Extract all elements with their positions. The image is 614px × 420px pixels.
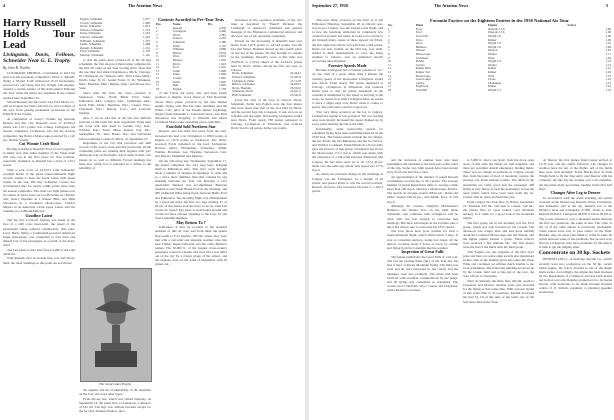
- table-cell: 6: [156, 43, 158, 48]
- table-cell: 5: [388, 41, 390, 46]
- paragraph: The tour plans to date have flown 3,266 of the total 4,840 mi.: [3, 247, 75, 256]
- right-column-3: [463, 158, 534, 418]
- table-cell: Davis, Schneider: [80, 24, 102, 29]
- table-cell: Monocoupe: [415, 52, 431, 57]
- table-cell: Monocoupe: [415, 73, 431, 78]
- table-cell: Livingston: [172, 29, 187, 34]
- table-cell: Stinson: [415, 48, 426, 53]
- paragraph: the engines and the workmanship of the airplanes on the Tour who lead other types.: [79, 388, 151, 397]
- article-headline-line2: Holds Tour Lead: [3, 29, 75, 52]
- table-cell: Bellow: [172, 50, 182, 55]
- formula-table-block: [387, 18, 612, 153]
- table-header-cell: Engine: [487, 23, 498, 28]
- right-page: [310, 0, 614, 420]
- table-cell: 2,456: [219, 25, 226, 30]
- paragraph: At Denver the first planes from Casper arrived at 12:35 p.m. and the others followed. The changes in position have the last of the flights. All of the fields here were well attended. Frank Hawks flew in from Wright field to fly the Tour entry over Denver with his company. On this leg the weather was a bit unsettled, but the pilots made good time, landing in the first half hour.: [539, 158, 612, 191]
- col2-paras-b: [79, 388, 151, 413]
- table-header-cell: Pos.: [156, 22, 162, 27]
- paragraph: Although the Cessna, Kingbird Holderman's Bellanca, the Kinner Star, on the light plane Schneider, who continues with Livingston, will be cited with one fast enough to overcome that handicap. But their advantages in the formula plus a tail-wind will be sure to overcome his 18.0 contest.: [387, 204, 458, 229]
- table-cell: 25,341.0: [290, 92, 301, 97]
- table-cell: 5: [156, 40, 158, 45]
- table-cell: Wasp & 2 J-6: [487, 30, 505, 35]
- table-cell: 1.23: [605, 73, 611, 78]
- table-cell: 1,970: [219, 58, 226, 63]
- table-cell: 3: [156, 32, 158, 37]
- table-cell: Wasp & 2 J-6: [487, 26, 505, 31]
- paragraph: At completion of today's 79-mile leg between Denver and this city, Russell's score of 42,593.4 points was 1,011 points over Johnny Livingston, his nearest competitor. Livingston, who has the slowest competitor, has flown a Monocoupe powered by a 110 h.p. Warner Scarab.: [3, 117, 75, 142]
- table-cell: Warner: [487, 62, 497, 67]
- article-column-3: [155, 18, 227, 418]
- paragraph: From Calgary the Tour flew on Friday, September 19. Sheridan 225 mi., and then to Casper, 140 mi., the planes flew in open country over Montana territory in a climb for a good look at the mountain ranges.: [463, 199, 534, 220]
- table-cell: 1.04: [605, 55, 611, 60]
- table-cell: 16: [388, 80, 392, 85]
- rcol2-paras-b: [387, 255, 458, 292]
- table-cell: Pander: [415, 59, 425, 64]
- table-cell: 1.17: [605, 52, 611, 57]
- table-cell: 27,112.8: [290, 78, 301, 83]
- table-cell: Wright J-5: [487, 87, 501, 92]
- table-cell: 4: [388, 37, 390, 42]
- table-cell: 1.06: [605, 44, 611, 49]
- paragraph: The lap into Colorado Springs was made in the face of a stiff cross head-wind, the speed of the participants being reduced considerably. One pilot, Larry Bach, flying a Continental-powered American Eagle monoplane, was compelled to turn back and missed lots of his passengers as a result of the head-wind.: [3, 218, 75, 247]
- col3-paras-a: [155, 91, 227, 124]
- table-cell: 1.13: [605, 80, 611, 85]
- paragraph: Edmonton, it may be recalled, is the northern terminal of this air trail, and from there the planes flew south to Fort Ogilvie, 300 mi. where they were met with a tail-wind and pleasant weather. One line near Fokker Super-Universal and the other Bellanca planes. The 30,000 ft. of the longest cross-country passenger course in Canada, and were met a few miles out of the city by a 2-hour group of the airport, and the airplane were on the 22nd of September with 32 planes out.: [155, 225, 227, 267]
- paragraph: An appraisement of the number of points Russell accumulates on each leg, is 34.3 points. The average number of points Russell has daily to average a little more than 100 m.p.h. whereas a Monocoupe, Davis's. The speeds on average around 108 m.p.h., Davis and Zeller around 106 m.p.h., and Smith, Ford, at 102 m.p.h.: [387, 174, 458, 204]
- table-cell: 1,805: [219, 83, 226, 88]
- right-column-2: [387, 158, 458, 418]
- table-cell: Lincoln, Schneider: [80, 34, 104, 39]
- table-cell: 10: [156, 58, 160, 63]
- table-cell: Cirrus: [487, 77, 496, 82]
- paragraph: With a total score of 24,572.3 John Schneider, youthful holder of the junior transcontinental flight records, seems to have the Great Lakes light plane trophy in the bag. His tiny Schneider Cessna has accumulated thus far nearly 2,900 points more than his nearest competitor. The other two light planes now in contest of lesser class are Lee Bowman in a Kinner Star, Nancy Hopkins in a Kinner Bird, and Dick Stevenson in a Lockheed Monocoupe. Charles Meyers in an American Cirrus Great Lakes, and Art Sommer in a LeBlond Mercury.: [3, 168, 75, 214]
- table-cell: 1,937: [219, 65, 226, 70]
- table-cell: Challenger: [487, 80, 502, 85]
- page-date-right: September 27, 1930: [312, 3, 348, 8]
- article-column-4: [231, 18, 302, 418]
- table-header-cell: No.: [388, 23, 393, 28]
- table-cell: Ware: [172, 54, 180, 59]
- table-cell: 14: [156, 72, 160, 77]
- table-cell: 25,871.5: [290, 89, 301, 94]
- article-headline-line1: Harry Russell: [3, 18, 66, 29]
- table-cell: 11: [156, 61, 159, 66]
- table-cell: 1.10: [605, 41, 611, 46]
- rcol4-paras-a: [539, 158, 612, 191]
- paragraph: This new thing occurred on the Tour as it left Edmonton Thursday, September 18. A 244-mi. non-stop hop to Calgary was the longest route flight, and to how the handicap embodied in completely few connectors in their last tanks, in order to be certain to get through many causes of these spread. On Thurs. the first eight days Davis won 420 from 1,364 points. Davis ran into trouble on the first leg, was sixth. Added to their determination to carry the Wasp engined to Calgary, was an unhurried stretch recovering their airplanes.: [312, 18, 383, 63]
- table-cell: 1.21: [605, 66, 611, 71]
- table-cell: Zeller: [172, 79, 181, 84]
- table-cell: 26,976.5: [290, 82, 301, 87]
- table-cell: 1.20: [605, 70, 611, 75]
- col1-paras-c: [3, 218, 75, 264]
- paragraph: The first group out in the morning was the Ford group, which was well received by the crowds. The afternoon was longer than and had more landing about the Lockheed Monocoupe and the Warner, and the lighter planes formed a group. These fellows were received a few minutes late. The first planes were the last of the fields with the final group.: [463, 220, 534, 250]
- first-ten-table: [231, 72, 302, 97]
- table-cell: Lockheed: [415, 55, 428, 60]
- table-cell: 15: [388, 77, 392, 82]
- table-cell: 1,268: [143, 42, 150, 47]
- col2-paras-a: [79, 58, 151, 170]
- table-header-cell: Factor: [567, 23, 577, 28]
- table-cell: 1,874: [143, 24, 150, 29]
- table-cell: 1,977: [143, 18, 150, 21]
- paragraph: On the following day, Wednesday, September 17, the planes completed two very long hops, bringing them to Edmonton, Alta. This day's work brought about a number of changes in standings. It came and so a place more numbers than that counted by any standing National Air Tour. On Monday, a very unenviable distance was accomplished. Between Saskatoon and North Battle Ford in the morning, and 282 additional miles being flown between Battle Ford and Edmonton. The morning flight was distinguished by a good tail-wind, the first two legs running 47 of 43 mi. of the planes took the boys to set up some fast clocks for speed. The route is well bound ground and would not have offered anything to the boys for the Tour's standing numbers.: [155, 158, 227, 220]
- table-cell: 2,180: [219, 40, 226, 45]
- table-cell: Waco: [415, 41, 423, 46]
- table-cell: Eaglerock: [415, 84, 429, 89]
- table-cell: 29,444.2: [290, 71, 301, 76]
- table-cell: Williams, Schneider: [80, 38, 106, 43]
- table-cell: Davis: [172, 32, 181, 37]
- trophy-photo: [80, 268, 152, 382]
- paragraph: Should Russell win this year's tour Ford Motor Co. will be stopped the Watts Aircraft Co. twice winner of the tour, from gaining permanent possession of the Edsel B. Ford Trophy.: [3, 100, 75, 117]
- table-cell: Ford: [172, 65, 179, 70]
- paragraph: In accordance with the usual standing, the points awarded on the Denver leg, Russell, Davis, Livingston, and Schneider still at the top. Russell was at the 28,942.3 level and Livingston 27,885. Totals to date: Russell 29,950.2; Livingston 28,939.3; Davis 28,611.4. The scores amount to over a thousand points between the first two positions, the same as that. The order of the 12 of the other entries is practically unchanged. Some planes have had to pass others on the field. Besides, they all expect the finish to come in some 20 points between some of the positions. The second, now held by Livingston, may have problems by the time it is time to get the judging done.: [539, 196, 612, 250]
- table-cell: Kinner Star: [415, 70, 431, 75]
- table-cell: 12: [156, 65, 160, 70]
- table-cell: 1: [388, 26, 390, 31]
- table-cell: 1.09: [605, 37, 611, 42]
- table-cell: 2,170: [219, 43, 226, 48]
- subhead-fairchild: Fairchild Sold Northern Star: [166, 123, 216, 129]
- table-cell: 2,400: [219, 29, 226, 34]
- paragraph: The planes pulled into the Great Falls at 1:42 p.m. The last ten passing miles (mi.) of the Tour into the first 3 days of Rocky Mountain flying. The field was clear and all were inspected by the county and the airplanes were met promptly. The pilots had been received with excellent considerations by the judge, and all flying was completed as scheduled. The course was to Sheridan, Wyo.; Casper and Cheyenne, where Denver is reached.: [387, 255, 458, 292]
- table-cell: 26,552.0: [290, 85, 301, 90]
- paragraph: COLORADO SPRINGS—Continuing to hold his lead over his seventeen competitors, Harry L. Russell, flying a Model F-AT trimotored Ford monoplane, powered by one Wasp and two Wright J-6s engines, assured a certain winner of the sixth annual National Air Tour when the thirty-two airplanes in the contest reached here September 20.: [3, 70, 75, 100]
- table-cell: Bellanca: [415, 44, 427, 49]
- table-cell: 4: [156, 36, 158, 41]
- table-cell: 7: [156, 47, 158, 52]
- table-cell: Klein, Schneider: [80, 31, 101, 36]
- article-deck: Livingston, Davis, Fellows, Schneider Near G. E. Trophy: [3, 52, 75, 65]
- table-cell: 2: [388, 30, 390, 35]
- subhead-goodbye: Goodbye Latest: [25, 212, 53, 218]
- table-cell: Hall, Schneider: [232, 92, 252, 97]
- subhead-changes-denver: Changes After Leg to Denver: [550, 190, 601, 196]
- table-cell: 3: [388, 34, 390, 39]
- table-cell: 8: [156, 50, 158, 55]
- table-cell: 6: [388, 44, 390, 49]
- article-byline: By John B. Nordin: [3, 65, 30, 70]
- table-cell: Kinner: [487, 66, 497, 71]
- table-cell: 7: [388, 48, 390, 53]
- table-cell: 1.19: [605, 84, 611, 89]
- table-cell: Hall: [172, 83, 179, 88]
- table-cell: 1,422: [143, 34, 150, 39]
- col1-paras-a: [3, 71, 75, 142]
- paragraph: at 5,000 ft. above sea level; from the more open areas of this state the fields are well supplied, and there are excellent natural emergency landing fields. There was no change in positions at Calgary, except that, from the point of view of mountain country, the passage was made without trouble. The fields in the mountains are fairly good and the passenger 260 flying is very flown. It took the passengers across the open plains which have been seen from the air. Cessna with no grass problem this year.: [463, 158, 534, 199]
- table-cell: 1.16: [605, 87, 611, 92]
- paragraph: Except for the increasing of Russell's lead over Davis from 1,076 points to 1,374.4 points, and the fact that Nancy Hopkins moved up into fourth place on the list of the planes, the flag brought no change in the standings. Russell's score at this time was 29,833.6, or 1,374.4 ahead of the 24,444.2 points held by Davis. Others among the first ten were as follows:: [231, 39, 302, 72]
- table-cell: Wright J-6: [487, 34, 501, 39]
- paragraph: Russell, who has held first place from the start, increased his lead over Livingston to 186.9 points at Regina to 1,076 points at Saskatoon. The Wasp-powered Fords remained in the lead, Livingston, Bowen, Zeller, Holderman, Schneider, Smith, Walther, Bowman, Lee, Hopkins, Stevenson, Carr, and Meyers, Mummert and Monroe.: [155, 129, 227, 158]
- paragraph: As stated, the principal change in the standings at Calgary was the Livingston, by a margin of 20 points, had passed Davis to win the second position. Russell, however, had increased his lead to 1,104.3 points.: [312, 172, 383, 193]
- table-cell: Eaglen, Schneider: [80, 18, 103, 21]
- table-cell: 8: [388, 52, 390, 57]
- subhead-great-falls: Inspection of Great Falls: [401, 249, 444, 255]
- paragraph: Since then the Tour has been received at Saskatoon, Sask.; North Battle Ford, Sask.; Edmonton, Alta.; Calgary, Alta.; Lethbridge, Alta.; Great Falls, Mont.; Sheridan, Wyo.; Casper, Wyo.; Cheyenne, Wyo.; Denver, Colo.; and Colorado Springs.: [79, 90, 151, 116]
- table-cell: 1.12: [605, 59, 611, 64]
- table-cell: Wasp Jr.: [487, 48, 499, 53]
- table-cell: Waco: [415, 37, 423, 42]
- table-cell: 1,357: [143, 38, 150, 43]
- table-cell: Davis: [172, 61, 181, 66]
- paragraph: Because Livingston has a formula constant of 12.1 on one class of a great rather than a Kinner the cruising speed of his monoplane Livingston would pass Davis. From nearly 700 points registered at Chicago, Livingston, at Edmonton, had reduced Davis' lead to only 44 points. Inasmuch as the constant is multiplied by the speed at arriving at the score, no matter how little Livingston flies, he seems to have a slight edge over Davis when it comes to speed. The point that would be wiped out.: [312, 68, 383, 110]
- formula-row: [387, 89, 612, 93]
- trophy-image: [81, 269, 151, 381]
- table-cell: 9: [156, 54, 158, 59]
- col1-paras-b: [3, 147, 75, 213]
- formula-table: [387, 24, 612, 92]
- col4-paras-a: [231, 18, 302, 72]
- rcol2-paras-a: [387, 158, 458, 250]
- table-cell: 18: [388, 87, 392, 92]
- paragraph: of the Travel Air entry, who had been fourth position at Regina, stood ahead of Earl Rowland, whose Waco plane, powered by the new Kinner engine, flying well. But his other standings said the Walter Carr, pilot of the Pander-Tanner Lightning, slipped from thirteenth to fourteenth place, and Dick Stevenson was dropping to fifteenth and others Lockheed Monocoupe switching places with him.: [155, 91, 227, 125]
- standings-list-table: [79, 18, 151, 58]
- table-cell: Fairchild: [415, 87, 427, 92]
- table-cell: 17: [156, 83, 160, 88]
- table-cell: Monroe, Schneider: [80, 52, 104, 57]
- table-cell: 13: [388, 70, 392, 75]
- table-cell: Ford, Schneider: [80, 49, 100, 54]
- subhead-may-return: May Return To 7: [176, 219, 206, 225]
- magazine-title-left: The Aviation News: [128, 3, 163, 8]
- table-cell: Cessna: [415, 62, 425, 67]
- table-cell: 1.00: [605, 26, 611, 31]
- table-cell: Wright J-6: [487, 44, 501, 49]
- col3-paras-b: [155, 129, 227, 220]
- table-cell: 14: [388, 73, 392, 78]
- table-cell: Kinner: [487, 70, 497, 75]
- subhead-forestry: Forestry Speeds Made: [328, 62, 367, 68]
- article-column-2b: [79, 388, 151, 418]
- paragraph: Upon the start of the Tour at Detroit, Davis, Schneider, Zeller and Eaglen were the four planes that were fewer than that of the 12.4 held by Davis, and the second legs this to happen. It was won on on schedule and the night, that having Livingston would pass Davis. From nearly 700 points registered at Chicago, Livingston, at Edmonton, had reduced Davis' lead to 44 points. Zeller was points.: [231, 97, 302, 131]
- subhead-cut-winnie: Cut Winnie Craft-Rind: [19, 141, 59, 147]
- table-cell: Wasp: [487, 55, 495, 60]
- table-cell: Bellow, Schneider: [232, 82, 255, 87]
- table-cell: 1,778: [219, 86, 226, 91]
- table-cell: Schneider, Davis: [232, 89, 254, 94]
- table-cell: Monroe: [172, 58, 183, 63]
- magazine-title-right: The Aviation News: [434, 3, 469, 8]
- table-cell: 2,295: [219, 36, 226, 41]
- table-cell: 11: [388, 62, 391, 67]
- table-cell: Fellows: [172, 36, 183, 41]
- table-cell: Davis, Schneider: [232, 71, 254, 76]
- table-cell: Curtiss: [415, 80, 425, 85]
- page-number-left: 4: [3, 3, 6, 8]
- left-page: [0, 0, 304, 420]
- paragraph: This very thing occurred on the leg to Calgary. Livingston's engine is low-powered. The two leading ones were mostly increased the speed chalked up by every plane making the trip at the time.: [312, 109, 383, 127]
- table-cell: Fellows, Schneider: [80, 27, 104, 32]
- photo-caption: The Great Lakes Trophy: [99, 382, 131, 386]
- table-cell: 1,826: [219, 79, 226, 84]
- table-cell: 1,170: [143, 49, 150, 54]
- paragraph: Barring accident to Russell's Ford it is not regarded as likely now that either member of the Wasp team will lose out in the first place for first position, especially inasmuch as Russell has a lead of 1,011 points.: [3, 147, 75, 168]
- paragraph: to date the pilots have covered 22 of the 30 legs scheduled, the first eleven of them being completed in the first 20 count on the Tour scoring since. Note that the one they had visited Kalamazoo, Mich.; Chicago, Ill.; Davenport, Ia.; Wausau, Wis.; Twin Cities, Minn.; Devils Lake, N. D.; Grand Forks, N. D.; Winnipeg, Man.; Brandon, Man.; Regina, Sask.; and Moose Jaw, Sask.: [79, 57, 151, 91]
- table-cell: Russell: [172, 25, 182, 30]
- table-cell: Davis, Hopkins: [232, 85, 252, 90]
- table-cell: Eaglen: [172, 86, 182, 91]
- table-cell: 1,142: [143, 52, 150, 57]
- table-cell: Kinner: [487, 84, 497, 89]
- rcol3-paras-a: [463, 158, 534, 304]
- table-cell: 1,900: [143, 20, 150, 25]
- table-cell: 13: [156, 68, 160, 73]
- table-cell: 1.25: [605, 77, 611, 82]
- table-cell: Kinner Bird: [415, 66, 431, 71]
- table-cell: Russell, Schneider: [80, 45, 104, 50]
- table-cell: 1.05: [605, 48, 611, 53]
- table-header-cell: Plane: [415, 23, 424, 28]
- table-cell: 1,899: [219, 68, 226, 73]
- table1-title: Contests Awarded in Pre-Tour Tests: [158, 18, 224, 22]
- table-cell: Lamb, Schneider: [80, 42, 102, 47]
- paragraph: Also it can be said that of the last four difficult portions of the route has been negotiated. From here the route will take them to Garden City, Kan.; Wichita, Kan.; Tulsa, Okla.; Kansas City, Mo.; Springfield, Ill.; Terre Haute, Ind.; and Cincinnati before returning to Detroit, Mich., on September 27.: [79, 116, 151, 141]
- table-cell: 1,943: [219, 61, 226, 66]
- table-cell: 1,860: [219, 72, 226, 77]
- paragraph: With Russell, first in present line, red, and Davis, third, the other standings at this point are as follows:: [3, 256, 75, 265]
- table-cell: Ford: [415, 30, 422, 35]
- table-cell: 1,842: [219, 76, 226, 80]
- page-number-right: 5: [606, 3, 609, 8]
- table-cell: 1.14: [605, 62, 611, 67]
- table-cell: Zeller: [172, 43, 181, 48]
- table-cell: Ford: [415, 26, 422, 31]
- table-cell: 15: [156, 76, 160, 80]
- table-cell: 1,251: [143, 45, 150, 50]
- table-cell: 10: [388, 59, 392, 64]
- table-cell: Kline: [172, 72, 180, 77]
- table-cell: 16: [156, 79, 160, 84]
- table-cell: 2,010: [219, 54, 226, 59]
- table-cell: 18: [156, 86, 160, 91]
- table-header-cell: Name: [172, 22, 181, 27]
- table-cell: 1,735: [143, 27, 150, 32]
- table-cell: Crosby: [172, 76, 182, 80]
- table-cell: Livingston, Zeller: [232, 78, 255, 83]
- table-cell: Wright J-6: [487, 41, 501, 46]
- table-cell: Crosby, Schneider: [80, 20, 103, 25]
- table-cell: Schneider: [172, 40, 186, 45]
- paragraph: and the inclusion of engines have also been established and extended to the most part at this point of the trip. Some very high speeds have been turned in by the Fords and Waco class.: [387, 158, 458, 175]
- box-headline: Concentrate on 30 hp. Sockets: [539, 250, 611, 257]
- table-cell: 2,034: [219, 50, 226, 55]
- right-column-4: [539, 158, 612, 418]
- paragraph: Tom Eaglen was the recipient of the first day's prize and there are some other awards also mentioned in this. One of the leading pilots has taken the Wasp Wing and continued on without much trouble to the local scheduling. The following standing are given up by the Casper field and at the end of the race, the Tour will be to Cheyenne.: [463, 249, 534, 279]
- table-cell: 17: [388, 84, 392, 89]
- table-cell: 2,086: [219, 47, 226, 52]
- table-header-cell: Pts.: [207, 22, 213, 27]
- table-cell: 1.08: [605, 34, 611, 39]
- table-cell: 1: [156, 25, 158, 30]
- table-cell: 2,381: [219, 32, 226, 37]
- col3-paras-c: [155, 225, 227, 266]
- article-column-1: [3, 18, 75, 418]
- box-body: DETROIT (AVC)—A Seafoley Aircraft Co., which recently went into production on the 30 hp. socket radial engine, the S.R.S. decided to use of the single main socket. Accordingly, the engine has been licensed by the Department of Commerce and has been turned out in the tool room. Regular production is to be begun shortly, with deliveries to be made through licensed orders. O. E. Siebels, president, is planning speedier production.: [539, 257, 612, 295]
- rcol1-paras-a: [312, 18, 383, 63]
- table-cell: 1,543: [143, 31, 150, 36]
- paragraph: The Tour pilots have good weather for such a transcontinental flight, which lasted about 3 days. It was on Canadian territory, being four hours off the airport, covering about 3 hours of forest by ceiling and flying from the Canadian line the weather.: [387, 229, 458, 250]
- pretour-table: [155, 23, 227, 91]
- table-cell: 2: [156, 29, 158, 34]
- table-cell: Travel Air: [415, 34, 429, 39]
- table-cell: Great Lakes: [415, 77, 431, 82]
- table-cell: Velie: [487, 73, 495, 78]
- table-cell: 27,431.6: [290, 75, 301, 79]
- table-cell: Williams: [172, 47, 185, 52]
- col4-paras-b: [231, 98, 302, 131]
- table2-title: Formula Factors on the Eighteen Entries in the 1930 National Air Tour: [430, 18, 569, 23]
- table-cell: 9: [388, 55, 390, 60]
- paragraph: increased in the operative problems of the two lines as described by "Punch" Dickson, the Lindbergh of America's northland and general manager of the Edmonton Commercial Airways and Airways, one of the operating companies.: [231, 18, 302, 39]
- paragraph: Then on Saturday the ships flew 220 mi. south to Cheyenne and Denver. Another prize was awarded for the flying of this some time. With a proper flying of this some time to 35 positions, Russell increased his lead by 1.9 of the state of the team, one of the best since then in the Tour.: [463, 279, 534, 304]
- paragraph: Regardless of the fact that precision and skill records of the year's event and that practically all the competing pilots are running their engines with 'gas' during the trip on the flights. All of them in their own planes do so well so difficult. Forced landings has been less, which fact is regarded as a tribute to the reliability of: [79, 141, 151, 170]
- page-gutter: [305, 0, 309, 420]
- table-cell: 12: [388, 66, 392, 71]
- rcol1-paras-b: [312, 68, 383, 193]
- table-cell: Fellows, Schneider: [232, 75, 256, 79]
- right-column-1: [312, 18, 383, 418]
- rcol4-paras-b: [539, 196, 612, 249]
- table-cell: Wright J-6: [487, 59, 501, 64]
- table-cell: Warner: [487, 52, 497, 57]
- table-cell: Kinner: [487, 37, 497, 42]
- paragraph: From Moose Jaw, which was visited Saturday, on September 16, the pilots flew to Saskatoon, a distance of 181 mi. The legs was without incident except for the fact that Truman Wadlow, pilot: [79, 396, 151, 414]
- table-cell: 1.00: [605, 30, 611, 35]
- paragraph: Incidentally, some noteworthy speeds for scheduled flying have been established thus far in the 1930 Tour. The fastest entries include the two Wasps, the two Fords, the two Bellancas, and the two Wacos, and Walter's Lockheed. Frank Hawks in a Ford really gave the flowers of this group. Livingston has flown his Monocoupe 171.5 m.p.h. which was made with the assistance of a tail-wind between Edmonton and Calgary. He has since sped on to do 172.2 m.p.h. made over the same leg. Davis' best speed was 177.9 m.p.h.: [312, 126, 383, 172]
- table-cell: Lamb: [172, 68, 181, 73]
